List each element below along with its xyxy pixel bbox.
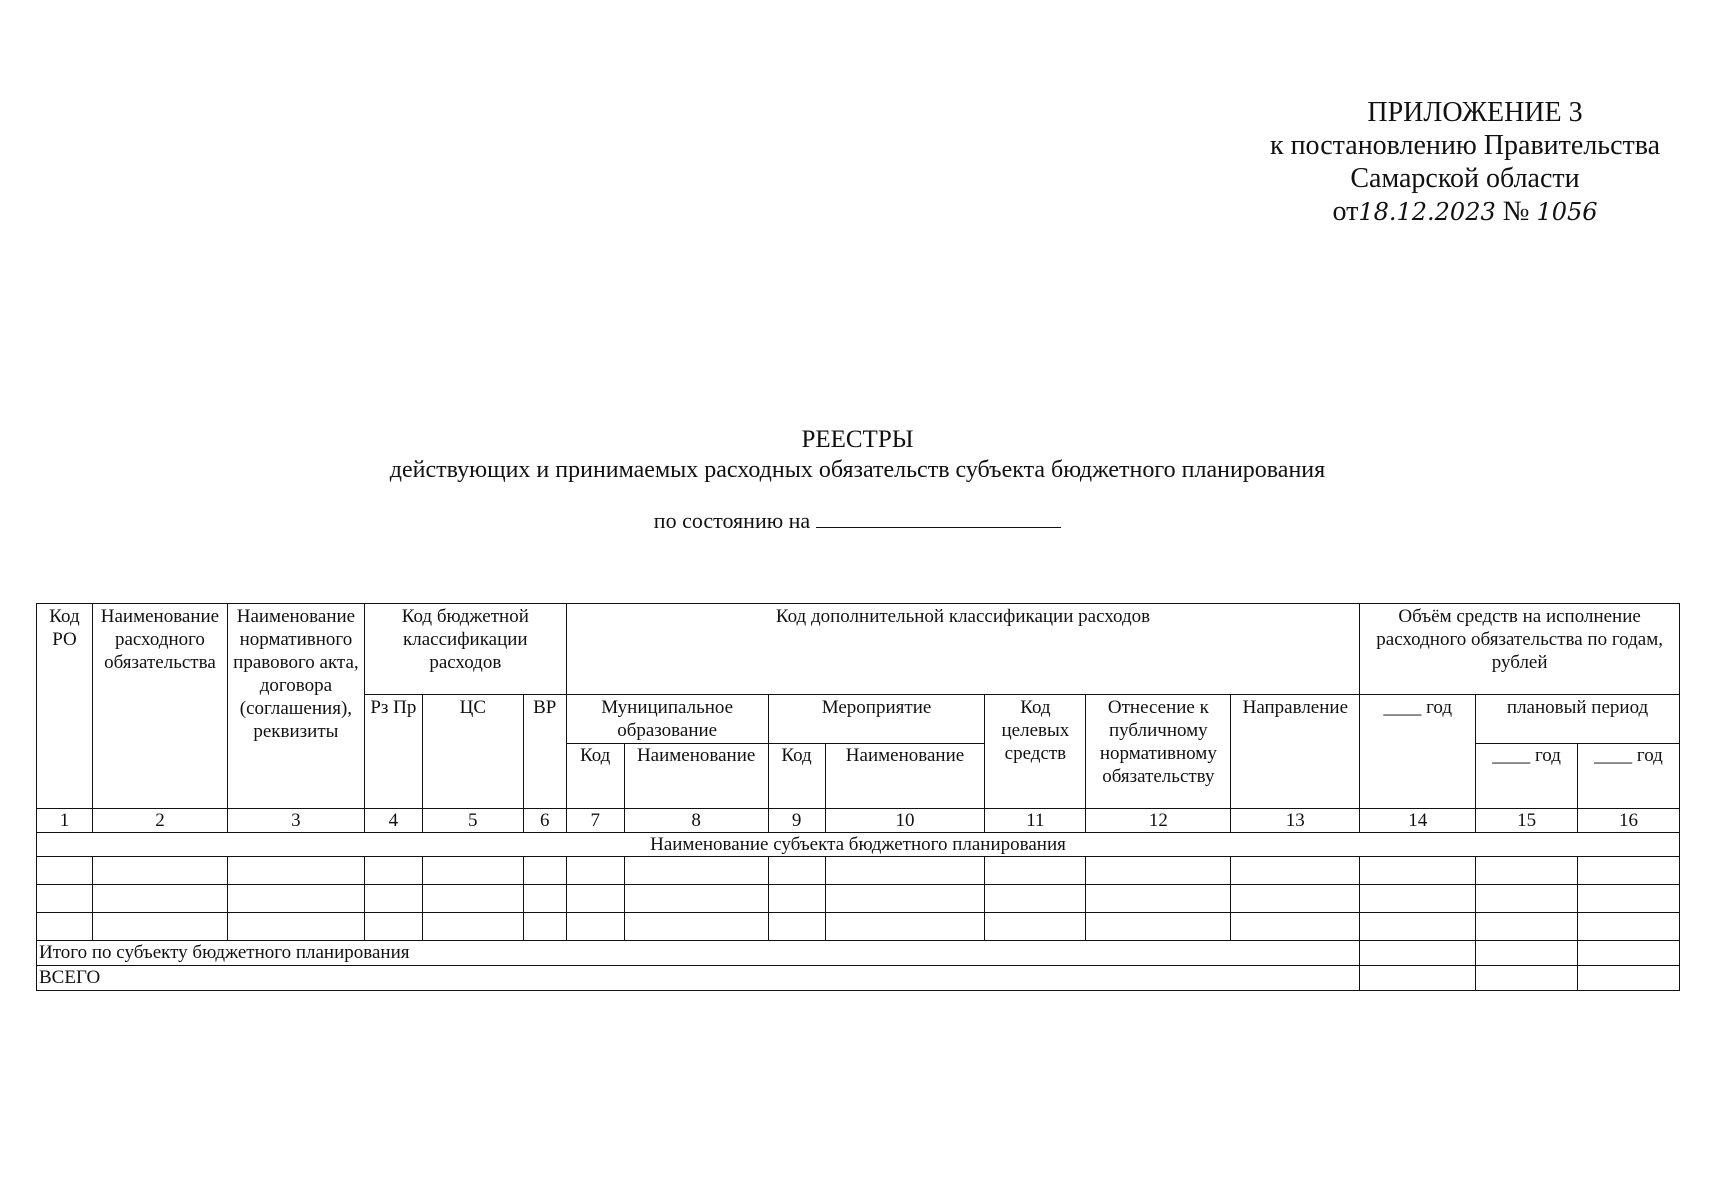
header-otnes: Отнесение к публичному нормативному обязательству (1086, 695, 1231, 809)
document-title-block (0, 425, 1715, 485)
as-of-label: по состоянию на (653, 508, 811, 533)
section-subject-name: Наименование субъекта бюджетного планирования (37, 833, 1680, 857)
as-of-line (0, 508, 1715, 534)
header-god: ____ год (1360, 695, 1476, 809)
header-napr: Направление (1231, 695, 1360, 809)
header-mo: Муниципальное образование (566, 695, 768, 744)
header-mer: Мероприятие (768, 695, 985, 744)
col-num: 4 (364, 809, 422, 833)
appendix-date-line (1255, 195, 1675, 229)
appendix-line-2: к постановлению Правительства (1269, 130, 1661, 161)
total-all-row (37, 966, 1680, 991)
col-num: 16 (1578, 809, 1680, 833)
col-num: 14 (1360, 809, 1476, 833)
header-naim-mo: Наименование (624, 744, 768, 809)
total-all-label: ВСЕГО (37, 966, 1360, 991)
document-title: РЕЕСТРЫ (801, 426, 914, 453)
header-cs: ЦС (422, 695, 523, 809)
total-subject-row (37, 941, 1680, 966)
table-row (37, 857, 1680, 885)
header-god-3: ____ год (1578, 744, 1680, 809)
header-kod-mo: Код (566, 744, 624, 809)
header-rzpr: Рз Пр (364, 695, 422, 809)
col-num: 3 (227, 809, 364, 833)
col-num: 8 (624, 809, 768, 833)
header-obem: Объём средств на исполнение расходного обязательства по годам, рублей (1360, 604, 1680, 695)
total-subject-label: Итого по субъекту бюджетного планирования (37, 941, 1360, 966)
column-numbers-row (37, 809, 1680, 833)
header-naim-mer: Наименование (825, 744, 985, 809)
header-dop-class: Код дополнительной классификации расходов (566, 604, 1360, 695)
col-num: 5 (422, 809, 523, 833)
header-kod-ro: Код РО (37, 604, 93, 809)
appendix-title: ПРИЛОЖЕНИЕ 3 (1367, 97, 1583, 128)
col-num: 9 (768, 809, 825, 833)
header-naim-npa: Наименование нормативного правового акта, договора (соглашения), реквизиты (227, 604, 364, 809)
from-label: от (1332, 196, 1359, 227)
number-label: № (1502, 196, 1530, 227)
col-num: 11 (985, 809, 1086, 833)
header-row-1 (37, 604, 1680, 695)
registry-table (36, 603, 1680, 991)
document-subtitle: действующих и принимаемых расходных обязательств субъекта бюджетного планирования (389, 457, 1326, 483)
col-num: 10 (825, 809, 985, 833)
header-god-2: ____ год (1476, 744, 1578, 809)
col-num: 13 (1231, 809, 1360, 833)
col-num: 15 (1476, 809, 1578, 833)
section-row (37, 833, 1680, 857)
appendix-line-3: Самарской области (1350, 163, 1580, 194)
appendix-block (1255, 96, 1675, 229)
header-vr: ВР (523, 695, 566, 809)
table-row (37, 885, 1680, 913)
header-kod-mer: Код (768, 744, 825, 809)
header-kod-cel: Код целевых средств (985, 695, 1086, 809)
col-num: 1 (37, 809, 93, 833)
decree-date: 18.12.2023 (1358, 198, 1496, 226)
table-row (37, 913, 1680, 941)
header-kbk: Код бюджетной классификации расходов (364, 604, 566, 695)
col-num: 7 (566, 809, 624, 833)
as-of-blank (816, 509, 1061, 528)
col-num: 2 (92, 809, 227, 833)
decree-number: 1056 (1536, 198, 1598, 226)
col-num: 6 (523, 809, 566, 833)
col-num: 12 (1086, 809, 1231, 833)
header-naim-ro: Наименование расходного обязательства (92, 604, 227, 809)
header-plan: плановый период (1476, 695, 1680, 744)
